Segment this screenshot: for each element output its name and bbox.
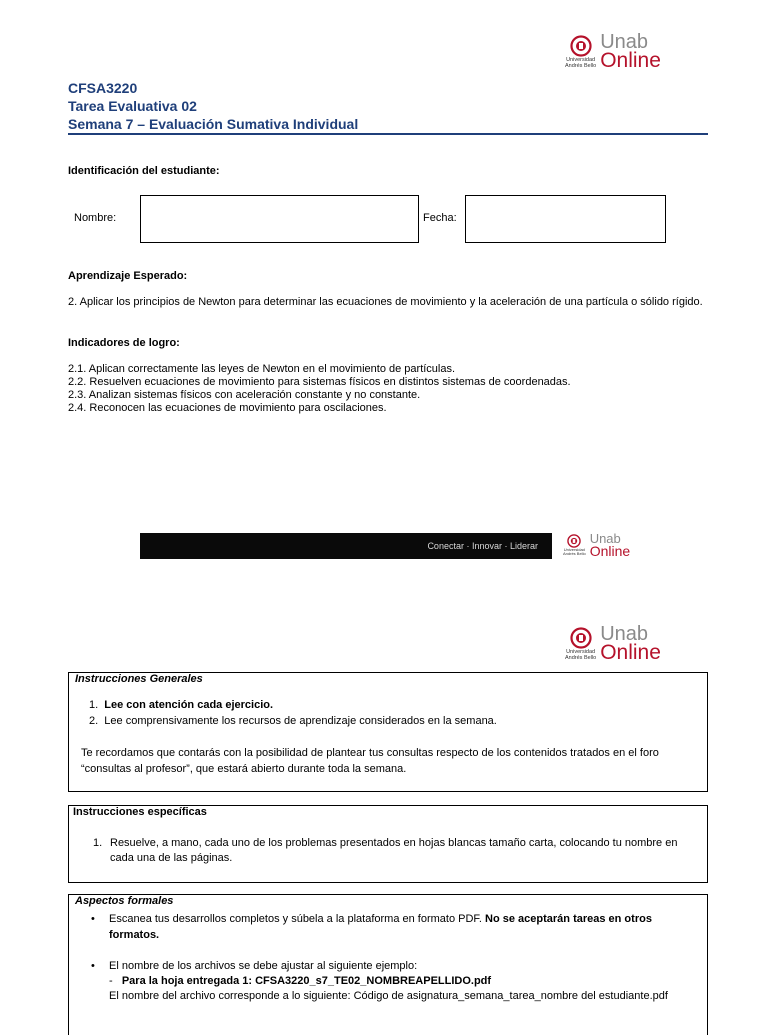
specific-item-1-text: Resuelve, a mano, cada uno de los problemas presentados en hojas blancas tamaño carta, colocando tu nombre en cada una de las páginas. (110, 837, 678, 864)
week-title: Semana 7 – Evaluación Sumativa Individual (68, 116, 359, 132)
university-name-2: Andrés Bello (565, 62, 597, 69)
formal-item-2-expl: El nombre del archivo corresponde a lo siguiente: Código de asignatura_semana_tarea_nombre del estudiante.pdf (109, 990, 668, 1002)
formal-heading: Aspectos formales (75, 895, 174, 907)
formal-item-2-sub: - Para la hoja entregada 1: CFSA3220_s7_TE02_NOMBREAPELLIDO.pdf (109, 975, 492, 987)
seal-icon (566, 534, 582, 548)
general-instructions-box (68, 672, 708, 792)
general-item-2-text: Lee comprensivamente los recursos de aprendizaje considerados en la semana. (104, 715, 497, 727)
brand-unab: Unab (589, 531, 621, 546)
document-title (68, 79, 358, 133)
brand-unab: Unab (600, 623, 648, 645)
formal-item-2-text: El nombre de los archivos se debe ajustar al siguiente ejemplo: (109, 960, 418, 972)
indicators-heading: Indicadores de logro: (68, 337, 180, 349)
formal-item-2: • El nombre de los archivos se debe ajustar al siguiente ejemplo: - Para la hoja entregada 1: CFSA3220_s7_TE02_NOMBREAPELLIDO.pdf El nombre del archivo corresponde a lo siguiente: Código de asignatura_semana_tarea_nombre del estudiante.pdf (91, 959, 701, 1004)
footer-bar (140, 533, 552, 559)
unab-logo (565, 32, 661, 71)
date-label: Fecha: (423, 212, 457, 224)
brand-online: Online (600, 641, 661, 664)
learning-heading: Aprendizaje Esperado: (68, 270, 188, 282)
university-name: Universidad (566, 56, 596, 63)
specific-heading: Instrucciones específicas (73, 806, 207, 818)
general-heading: Instrucciones Generales (75, 673, 203, 685)
unab-logo-page2 (565, 624, 661, 663)
name-field[interactable] (140, 195, 419, 243)
brand-unab: Unab (600, 31, 648, 53)
formal-item-1-bold: No se aceptarán tareas en otros formatos. (109, 913, 652, 941)
specific-instructions-box (68, 805, 708, 883)
title-divider (68, 133, 708, 135)
list-item: 2.3. Analizan sistemas físicos con aceleración constante y no constante. (68, 389, 421, 401)
general-item-2: 2. Lee comprensivamente los recursos de aprendizaje considerados en la semana. (89, 715, 497, 727)
brand-online: Online (589, 543, 631, 559)
university-name-2: Andrés Bello (563, 551, 586, 556)
university-name: Universidad (566, 648, 596, 655)
general-note: Te recordamos que contarás con la posibilidad de plantear tus consultas respecto de los contenidos tratados en el foro “consultas al profesor”, que estará abierto durante toda la semana. (81, 747, 659, 775)
university-seal (565, 35, 596, 69)
name-label: Nombre: (74, 212, 117, 224)
seal-icon (569, 35, 593, 57)
university-name-2: Andrés Bello (565, 654, 597, 661)
learning-text: 2. Aplicar los principios de Newton para determinar las ecuaciones de movimiento y la aceleración de una partícula o sólido rígido. (68, 296, 703, 308)
list-item: 2.1. Aplican correctamente las leyes de Newton en el movimiento de partículas. (68, 363, 456, 375)
date-field[interactable] (465, 195, 666, 243)
brand-online: Online (600, 49, 661, 72)
list-item: 2.4. Reconocen las ecuaciones de movimiento para oscilaciones. (68, 402, 387, 414)
formal-item-1-text: Escanea tus desarrollos completos y súbela a la plataforma en formato PDF. (109, 913, 486, 925)
footer-motto: Conectar · Innovar · Liderar (427, 541, 538, 551)
formal-item-1: • Escanea tus desarrollos completos y súbela a la plataforma en formato PDF. No se aceptarán tareas en otros formatos. (91, 913, 652, 941)
general-item-1-text: Lee con atención cada ejercicio. (104, 699, 274, 711)
task-title: Tarea Evaluativa 02 (68, 98, 197, 114)
course-code: CFSA3220 (68, 80, 138, 96)
university-name: Universidad (563, 546, 585, 552)
general-item-1: 1. Lee con atención cada ejercicio. (89, 699, 274, 711)
footer-logo (563, 532, 630, 558)
formal-item-2-sub-text: Para la hoja entregada 1: CFSA3220_s7_TE02_NOMBREAPELLIDO.pdf (121, 975, 492, 987)
student-heading: Identificación del estudiante: (68, 165, 220, 177)
seal-icon (569, 627, 593, 649)
list-item: 2.2. Resuelven ecuaciones de movimiento para sistemas físicos en distintos sistemas de coordenadas. (68, 376, 571, 388)
formal-aspects-box (68, 894, 708, 1035)
indicators-list (68, 363, 708, 415)
specific-item-1: 1. Resuelve, a mano, cada uno de los problemas presentados en hojas blancas tamaño carta, colocando tu nombre en cada una de las páginas. (93, 836, 693, 866)
